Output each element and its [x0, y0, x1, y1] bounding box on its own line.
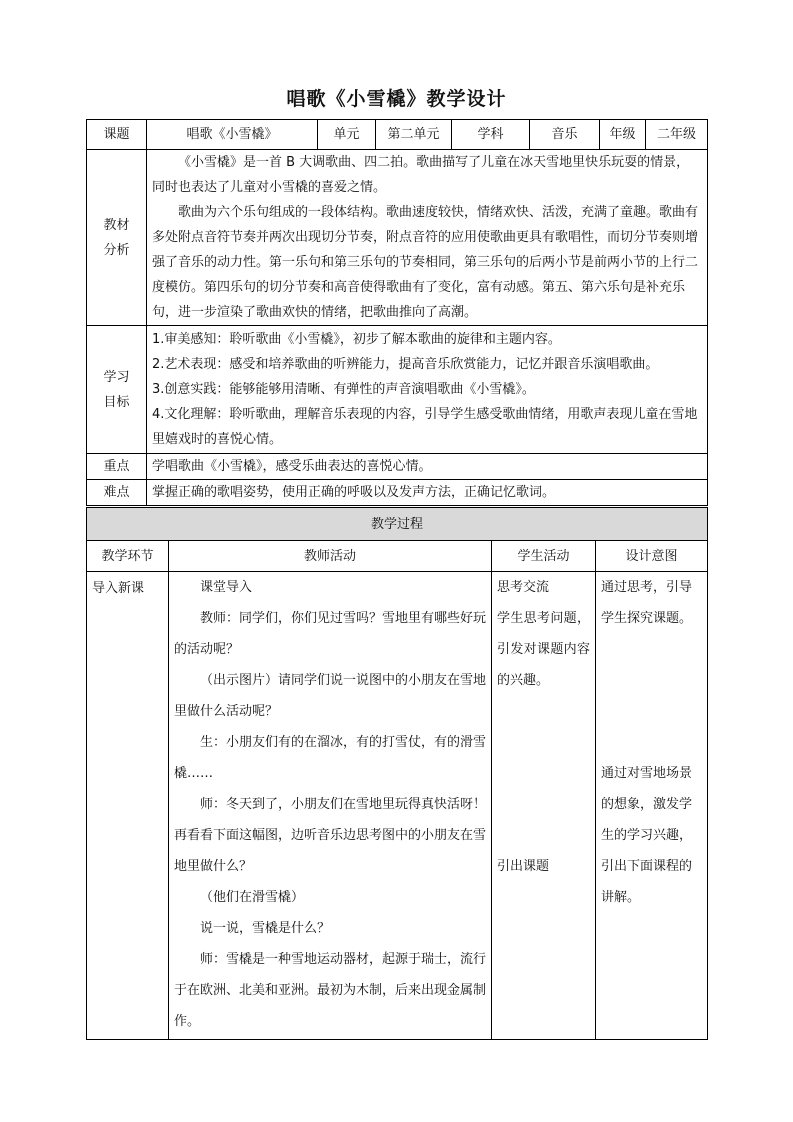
goal-item-1: 1.审美感知：聆听歌曲《小雪橇》，初步了解本歌曲的旋律和主题内容。 — [152, 332, 561, 347]
goal-item-2: 2.艺术表现：感受和培养歌曲的听辨能力，提高音乐欣赏能力，记忆并跟音乐演唱歌曲。 — [152, 357, 659, 372]
grade-value: 二年级 — [646, 120, 708, 150]
design-intent-2: 通过对雪地场景的想象，激发学生的学习兴趣，引出下面课程的讲解。 — [601, 766, 693, 905]
unit-label: 单元 — [318, 120, 376, 150]
process-table — [86, 507, 708, 1040]
grade-label: 年级 — [600, 120, 646, 150]
student-activity-1: 思考交流 — [497, 580, 550, 595]
info-table — [86, 119, 708, 506]
column-student: 学生活动 — [492, 541, 596, 572]
student-activity — [492, 572, 596, 1040]
unit-value: 第二单元 — [376, 120, 452, 150]
goals-label-line-1: 学习 — [103, 369, 130, 385]
analysis-paragraph-2: 歌曲为六个乐句组成的一段体结构。歌曲速度较快，情绪欢快、活泼，充满了童趣。歌曲有多处附点音符节奏并两次出现切分节奏，附点音符的应用使歌曲更具有歌唱性，而切分节奏则增强了音乐的动力性。第一乐句和第三乐句的节奏相同，第三乐句的后两小节是前两小节的上行二度模仿。第四乐句的切分节奏和高音使得歌曲有了变化，富有动感。第五、第六乐句是补充乐句，进一步渲染了歌曲欢快的情绪，把歌曲推向了高潮。 — [152, 205, 699, 320]
analysis-label-line-1: 教材 — [103, 217, 130, 233]
page-title: 唱歌《小雪橇》教学设计 — [286, 88, 507, 110]
column-intent: 设计意图 — [596, 541, 708, 572]
column-stage: 教学环节 — [87, 541, 169, 572]
design-intent — [596, 572, 708, 1040]
topic-value: 唱歌《小雪橇》 — [147, 120, 318, 150]
analysis-content — [147, 150, 708, 326]
stage-label: 导入新课 — [92, 581, 145, 596]
teacher-line-3: （出示图片）请同学们说一说图中的小朋友在雪地里做什么活动呢？ — [174, 673, 487, 719]
process-heading: 教学过程 — [87, 508, 708, 541]
student-activity-3: 引出课题 — [497, 859, 550, 874]
difficulty-text: 掌握正确的歌唱姿势，使用正确的呼吸以及发声方法，正确记忆歌词。 — [147, 480, 708, 506]
topic-label: 课题 — [87, 120, 147, 150]
goals-content — [147, 326, 708, 454]
student-activity-2: 学生思考问题，引发对课题内容的兴趣。 — [497, 611, 590, 688]
design-intent-1: 通过思考，引导学生探究课题。 — [601, 580, 693, 626]
teacher-line-7: 说一说，雪橇是什么？ — [200, 921, 331, 936]
analysis-paragraph-1: 《小雪橇》是一首 B 大调歌曲、四二拍。歌曲描写了儿童在冰天雪地里快乐玩耍的情景，同时也表达了儿童对小雪橇的喜爱之情。 — [152, 155, 690, 195]
teacher-line-2: 教师：同学们，你们见过雪吗？雪地里有哪些好玩的活动呢？ — [174, 611, 487, 657]
teacher-activity — [169, 572, 492, 1040]
subject-label: 学科 — [452, 120, 530, 150]
teacher-line-8: 师：雪橇是一种雪地运动器材，起源于瑞士，流行于在欧洲、北美和亚洲。最初为木制，后来出现金属制作。 — [174, 952, 487, 1029]
goal-item-4: 4.文化理解：聆听歌曲，理解音乐表现的内容，引导学生感受歌曲情绪，用歌声表现儿童在雪地里嬉戏时的喜悦心情。 — [152, 407, 698, 447]
key-point-text: 学唱歌曲《小雪橇》，感受乐曲表达的喜悦心情。 — [147, 454, 708, 480]
goals-label-line-2: 目标 — [103, 394, 130, 410]
goals-label — [87, 326, 147, 454]
teacher-line-6: （他们在滑雪橇） — [200, 890, 305, 905]
teacher-line-5: 师：冬天到了，小朋友们在雪地里玩得真快活呀！再看看下面这幅图，边听音乐边思考图中的小朋友在雪地里做什么？ — [174, 797, 487, 874]
key-point-label: 重点 — [87, 454, 147, 480]
analysis-label — [87, 150, 147, 326]
column-teacher: 教师活动 — [169, 541, 492, 572]
teacher-line-4: 生：小朋友们有的在溜冰，有的打雪仗，有的滑雪橇…… — [174, 735, 487, 781]
subject-value: 音乐 — [530, 120, 600, 150]
stage-cell — [87, 572, 169, 1040]
analysis-label-line-2: 分析 — [103, 242, 130, 258]
goal-item-3: 3.创意实践：能够能够用清晰、有弹性的声音演唱歌曲《小雪橇》。 — [152, 382, 535, 397]
teacher-line-1: 课堂导入 — [200, 580, 253, 595]
difficulty-label: 难点 — [87, 480, 147, 506]
